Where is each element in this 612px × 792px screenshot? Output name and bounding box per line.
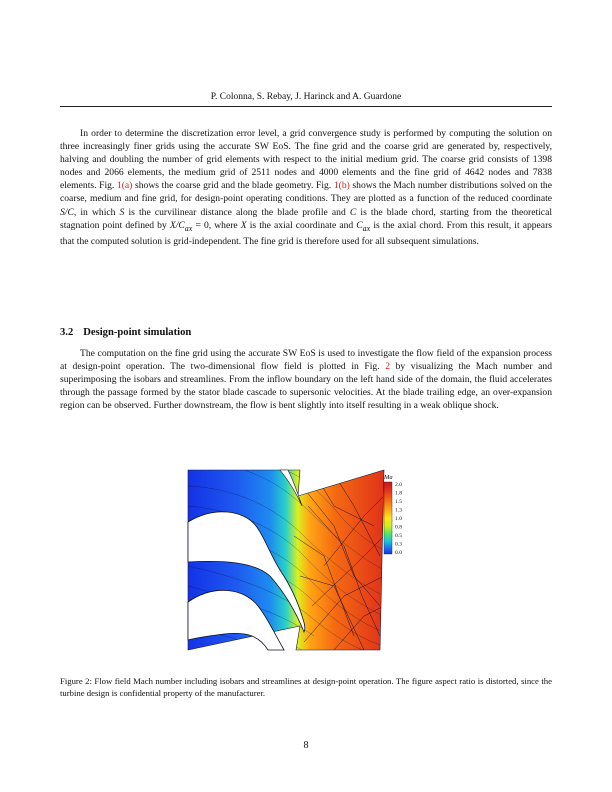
running-header: P. Colonna, S. Rebay, J. Harinck and A. Guardone (210, 92, 402, 102)
colorbar-title: Ma (384, 474, 393, 481)
flow-domain (188, 470, 384, 654)
paragraph-grid-convergence: In order to determine the discretization error level, a grid convergence study is performed by computing the solution on three increasingly finer grids using the accurate SW EoS. The fine grid and the coarse grid are generated by, respectively, halving and doubling the number of grid elements with respect to the initial medium grid. The coarse grid consists of 1398 nodes and 2066 elements, the medium grid of 2511 nodes and 4000 elements and the fine grid of 4642 nodes and 7838 elements. Fig. 1(a) shows the coarse grid and the blade geometry. Fig. 1(b) shows the Mach number distributions solved on the coarse, medium and fine grid, for design-point operating conditions. They are plotted as a function of the reduced coordinate S/C, in which S is the curvilinear distance along the blade profile and C is the blade chord, starting from the theoretical stagnation point defined by $X/C_{ax} = 0$, where X is the axial coordinate and $C_{ax}$ is the axial chord. From this result, it appears that the computed solution is grid-independent. The fine grid is therefore used for all subsequent simulations. (60, 128, 552, 247)
figure-ref-2[interactable]: 2 (385, 361, 390, 373)
figure-ref-1a[interactable]: 1(a) (116, 180, 133, 192)
colorbar-tick-label: 1.8 (395, 490, 402, 497)
mach-contour-image (184, 466, 426, 656)
colorbar-tick-label: 0.0 (395, 550, 402, 556)
colorbar-tick-label: 0.3 (395, 541, 402, 548)
figure-ref-1b[interactable]: 1(b) (333, 180, 350, 192)
colorbar-tick-label: 1.5 (395, 499, 402, 505)
section-number: 3.2 (60, 327, 74, 338)
colorbar-tick-label: 1.3 (395, 507, 402, 514)
colorbar (383, 474, 402, 556)
header-rule (60, 106, 552, 107)
colorbar-tick-label: 0.5 (395, 533, 402, 539)
figure-caption: Figure 2: Flow field Mach number including isobars and streamlines at design-point operation. The figure aspect ratio is distorted, since the turbine design is confidential property of the manufacturer. (60, 676, 552, 698)
colorbar-scale (384, 482, 392, 554)
colorbar-tick-label: 2.0 (395, 482, 402, 488)
colorbar-ticks (395, 482, 402, 556)
figure-mach-flow-field (184, 466, 426, 656)
colorbar-tick-label: 1.0 (395, 516, 402, 522)
section-heading (60, 327, 191, 338)
paragraph-design-point: The computation on the fine grid using the accurate SW EoS is used to investigate the flow field of the expansion process at design-point operation. The two-dimensional flow field is plotted in Fig. 2 by visualizing the Mach number and superimposing the isobars and streamlines. From the inflow boundary on the left hand side of the domain, the fluid accelerates through the passage formed by the stator blade cascade to supersonic velocities. At the blade trailing edge, an over-expansion region can be observed. Further downstream, the flow is bent slightly into itself resulting in a weak oblique shock. (60, 348, 552, 412)
colorbar-tick-label: 0.8 (395, 524, 402, 531)
section-title: Design-point simulation (83, 327, 192, 338)
page-number: 8 (303, 740, 309, 751)
